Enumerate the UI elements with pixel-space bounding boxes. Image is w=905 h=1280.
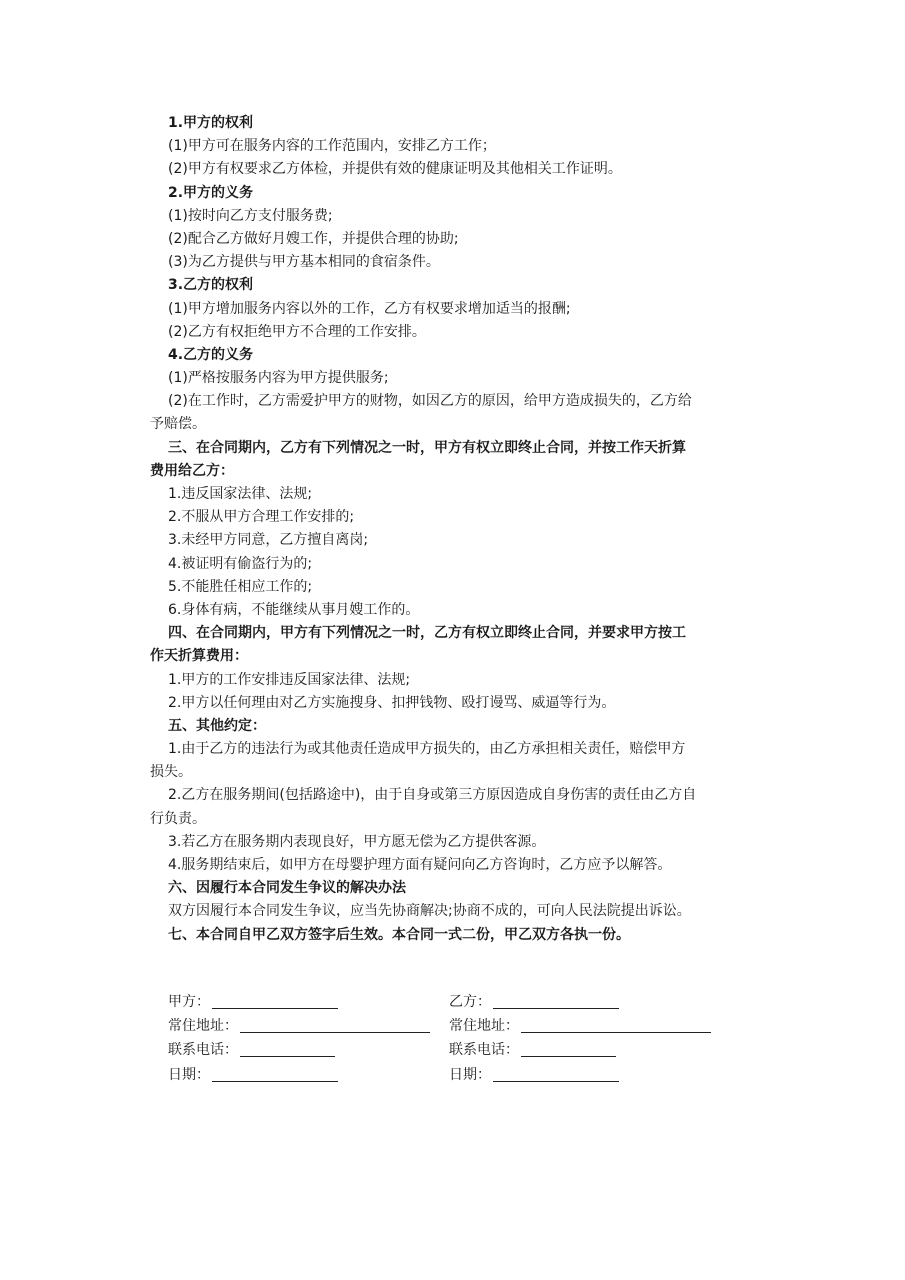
clause-line: (3)为乙方提供与甲方基本相同的食宿条件。 [168,254,440,271]
clause-line: 3.若乙方在服务期内表现良好，甲方愿无偿为乙方提供客源。 [168,833,546,850]
section-heading: 七、本合同自甲乙双方签字后生效。本合同一式二份，甲乙双方各执一份。 [168,926,630,943]
clause-line: (2)乙方有权拒绝甲方不合理的工作安排。 [168,323,426,340]
party-a-label: 甲方： [168,994,210,1010]
party-a-date-label: 日期： [168,1066,210,1083]
clause-line: 2.甲方以任何理由对乙方实施搜身、扣押钱物、殴打谩骂、威逼等行为。 [168,694,616,711]
section-heading: 四、在合同期内，甲方有下列情况之一时，乙方有权立即终止合同，并要求甲方按工 [168,625,686,642]
clause-line: 3.未经甲方同意，乙方擅自离岗; [168,532,369,549]
party-a-blank [212,992,338,1009]
party-a-phone-label: 联系电话： [168,1042,238,1059]
party-b-date-label: 日期： [449,1066,491,1083]
section-heading: 1.甲方的权利 [168,115,254,131]
section-heading: 五、其他约定： [168,717,266,734]
section-heading: 三、在合同期内，乙方有下列情况之一时，甲方有权立即终止合同，并按工作天折算 [168,439,686,456]
clause-line: 2.乙方在服务期间(包括路途中)，由于自身或第三方原因造成自身伤害的责任由乙方自 [168,787,697,804]
clause-line: (2)在工作时，乙方需爱护甲方的财物，如因乙方的原因，给甲方造成损失的，乙方给 [168,393,692,410]
clause-line: 予赔偿。 [150,416,206,433]
section-heading: 2.甲方的义务 [168,184,254,201]
section-heading: 3.乙方的权利 [168,277,254,294]
party-a-phone-blank [240,1040,335,1057]
section-heading: 作天折算费用： [150,648,248,665]
party-b-phone-label: 联系电话： [449,1042,519,1059]
clause-line: 2.不服从甲方合理工作安排的; [168,509,355,526]
party-b-blank [493,992,619,1009]
party-b-date-blank [493,1065,619,1082]
clause-line: (2)配合乙方做好月嫂工作，并提供合理的协助; [168,230,459,247]
clause-line: (1)甲方增加服务内容以外的工作，乙方有权要求增加适当的报酬; [168,300,571,317]
signature-row-address [168,1014,768,1038]
signature-row-party [168,990,768,1014]
clause-line: 6.身体有病，不能继续从事月嫂工作的。 [168,601,420,618]
signature-row-phone [168,1038,768,1062]
clause-line: (2)甲方有权要求乙方体检，并提供有效的健康证明及其他相关工作证明。 [168,161,622,178]
section-heading: 六、因履行本合同发生争议的解决办法 [168,880,406,897]
clause-line: 1.违反国家法律、法规; [168,486,313,502]
clause-line: 4.服务期结束后，如甲方在母婴护理方面有疑问向乙方咨询时，乙方应予以解答。 [168,857,672,873]
party-a-address-label: 常住地址： [168,1018,238,1035]
party-a-date-blank [212,1065,338,1082]
clause-line: 行负责。 [150,810,206,827]
clause-line: (1)甲方可在服务内容的工作范围内，安排乙方工作； [168,138,496,155]
section-heading: 费用给乙方： [150,462,234,479]
contract-body [150,112,768,947]
party-b-phone-blank [521,1040,616,1057]
clause-line: 损失。 [150,764,192,781]
section-heading: 4.乙方的义务 [168,346,254,363]
clause-line: 4.被证明有偷盗行为的; [168,555,313,572]
clause-line: (1)严格按服务内容为甲方提供服务; [168,370,389,387]
clause-line: (1)按时向乙方支付服务费; [168,207,333,224]
party-b-address-label: 常住地址： [449,1018,519,1035]
party-b-address-blank [521,1016,711,1033]
signature-block [168,990,768,1087]
clause-line: 双方因履行本合同发生争议，应当先协商解决;协商不成的，可向人民法院提出诉讼。 [168,903,691,920]
party-b-label: 乙方： [449,994,491,1010]
clause-line: 5.不能胜任相应工作的; [168,578,313,595]
party-a-address-blank [240,1016,430,1033]
clause-line: 1.由于乙方的违法行为或其他责任造成甲方损失的，由乙方承担相关责任，赔偿甲方 [168,741,686,758]
clause-line: 1.甲方的工作安排违反国家法律、法规; [168,671,411,688]
signature-row-date [168,1063,768,1087]
